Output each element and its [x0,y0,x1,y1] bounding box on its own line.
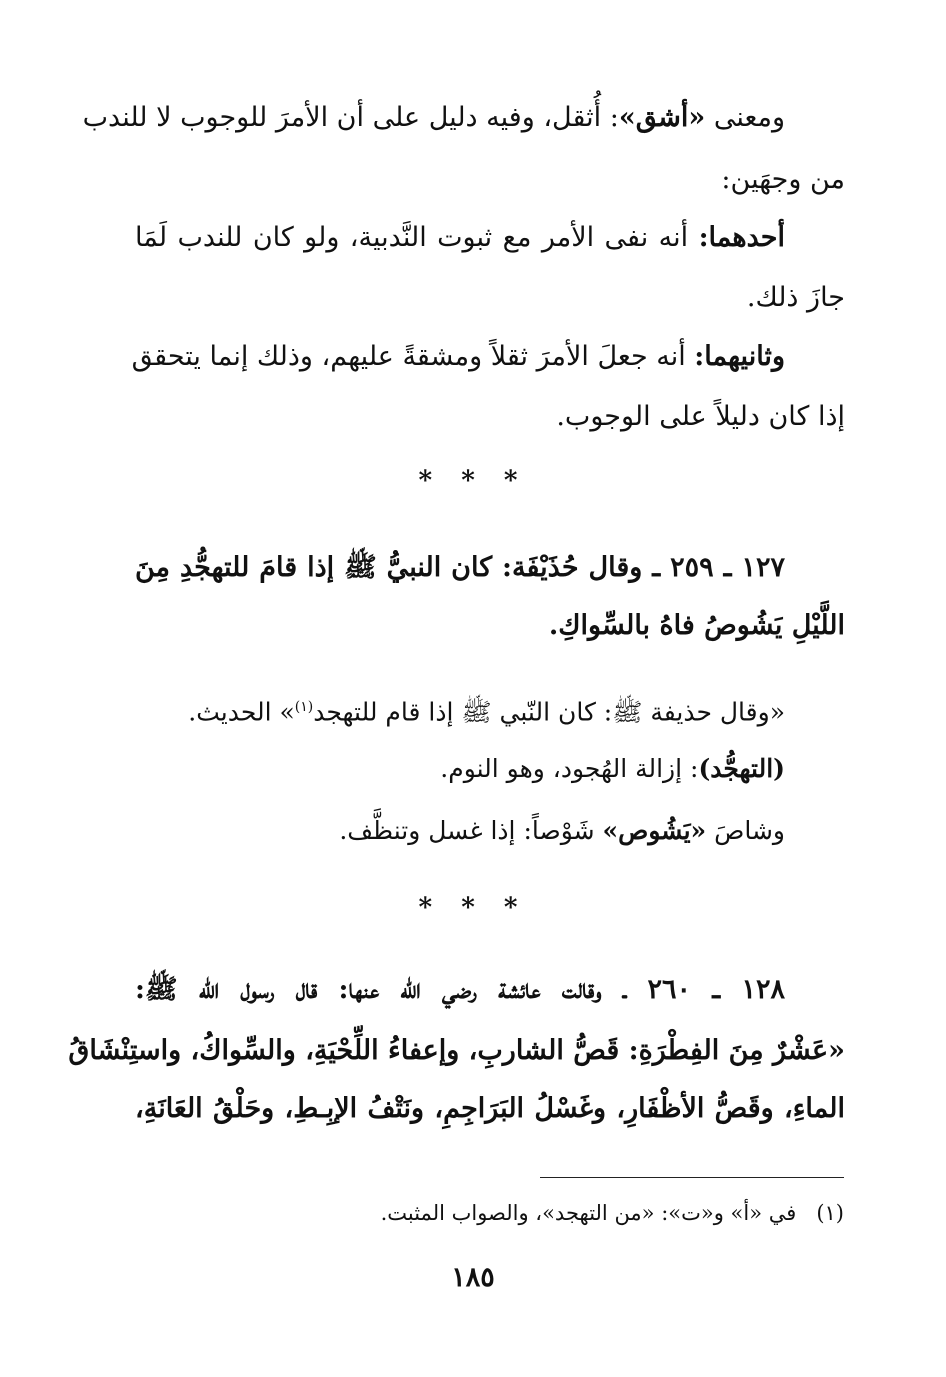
hadith127-line1: ١٢٧ ـ ٢٥٩ ـ وقال حُذَيْفَة: كان النبيُّ ﷺ إذا قامَ للتهجُّدِ مِنَ [135,552,785,583]
para2-line2: جازَ ذلك. [746,282,845,313]
para3-text: أنه جعلَ الأمرَ ثقلاً ومشقةً عليهم، وذلك إنما يتحقق [131,341,695,372]
hadith127-line2: اللَّيْلِ يَشُوصُ فاهُ بالسِّواكِ. [548,610,845,641]
footnote [300,1195,844,1231]
term-ashaq: «أشق» [618,102,706,133]
yashus-definition: شَوْصاً: إذا غسل وتنظَّف. [339,816,603,845]
commentary127-line2 [135,749,845,789]
hadith128-line3: الماءِ، وقَصُّ الأظْفَارِ، وغَسْلُ البَرَاجِمِ، ونَتْفُ الإبِـطِ، وحَلْقُ العَانَةِ، [135,1093,845,1124]
term-first: أحدهما: [698,222,785,253]
para2-text: أنه نفى الأمر مع ثبوت النَّدبية، ولو كان للندب لَمَا [135,222,699,253]
footnote-text: في «أ» و«ت»: «من التهجد»، والصواب المثبت. [380,1201,797,1225]
hadith128-line2: «عَشْرٌ مِنَ الفِطْرَةِ: قَصُّ الشاربِ، وإعفاءُ اللِّحْيَةِ، والسِّواكُ، واستِنْشَاقُ [68,1035,845,1066]
footnote-divider [540,1177,844,1178]
term-second: وثانيهما: [694,341,785,372]
section-separator-2: * * * [418,893,528,923]
shawsa-lead: وشاصَ [706,816,785,845]
commentary127-line3 [135,811,845,851]
para1-text-rest: : أُثقل، وفيه دليل على أن الأمرَ للوجوب لا للندب [82,102,619,133]
para2-line1 [135,218,845,258]
footnote-number: (١) [816,1201,844,1225]
term-tahajjud: (التهجُّد) [698,754,785,783]
para3-line1 [131,337,845,377]
page-number: ١٨٥ [451,1262,495,1293]
para3-line2: إذا كان دليلاً على الوجوب. [556,401,845,432]
commentary-quote-end: » الحديث. [188,697,295,727]
para1-line1 [82,98,845,138]
footnote-ref: (١) [294,699,314,715]
para1-line2: من وجهَين: [721,164,845,195]
commentary-quote: «وقال حذيفة ﷺ: كان النّبي ﷺ إذا قام للتهجد [313,697,785,727]
hadith128-line1: ١٢٨ ـ ٢٦٠ ـ وقالت عائشة رضي الله عنها: قال رسول الله ﷺ: [135,974,785,1005]
tahajjud-definition: : إزالة الهُجود، وهو النوم. [440,754,699,783]
term-yashus: «يَشُوص» [602,816,707,845]
section-separator: * * * [418,466,528,496]
para1-text: ومعنى [705,102,785,133]
commentary127-line1 [135,687,845,732]
